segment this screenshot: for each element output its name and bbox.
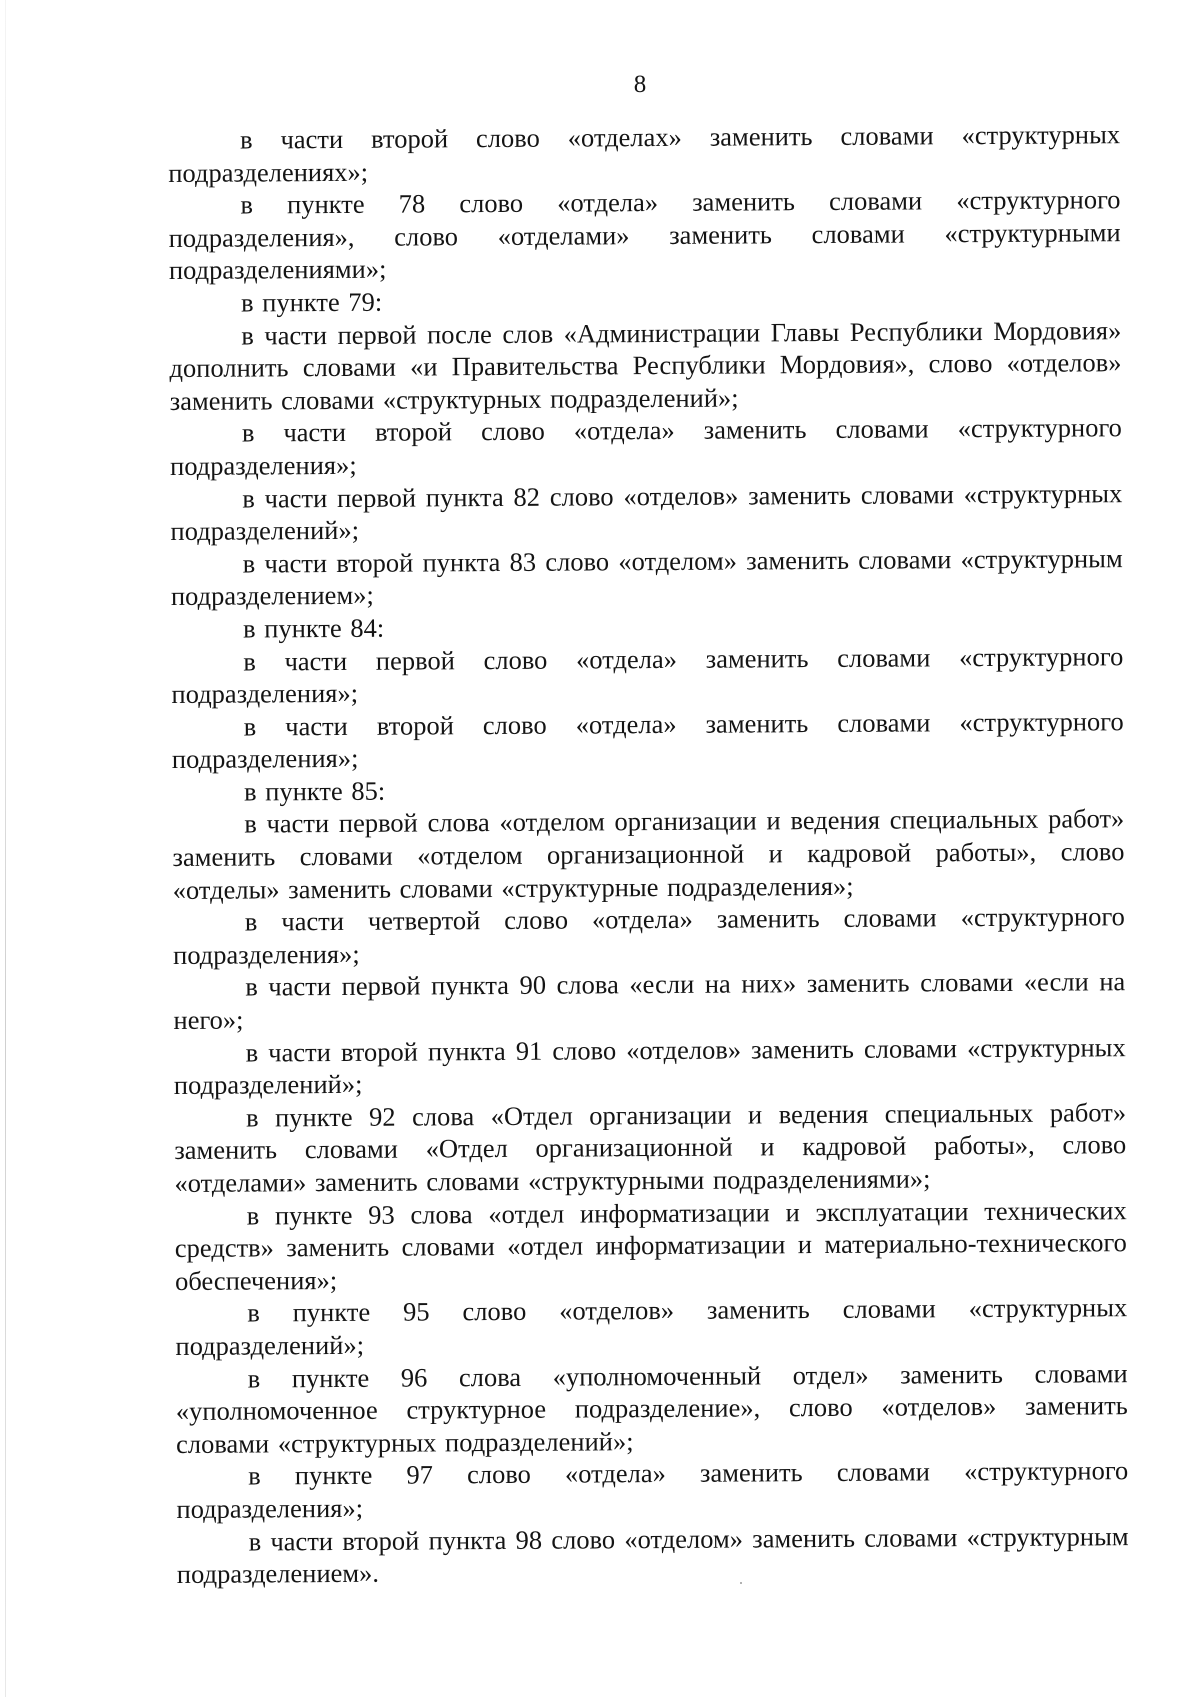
paragraph: в части первой слово «отдела» заменить словами «структурного подразделения»; (171, 640, 1124, 710)
paragraph: в пункте 79: (241, 286, 383, 318)
document-body (168, 118, 1129, 1591)
paragraph: в части первой пункта 90 слова «если на них» заменить словами «если на него»; (173, 966, 1126, 1036)
paragraph: в части первой слова «отделом организации и ведения специальных работ» заменить словами «отделом организационной и кадровой работы», слово «отделы» заменить словами «структурные подразделения»; (172, 803, 1125, 905)
paragraph: в пункте 92 слова «Отдел организации и ведения специальных работ» заменить словами «Отдел организационной и кадровой работы», слово «отделами» заменить словами «структурными подразделениями»; (174, 1096, 1127, 1198)
paragraph: в пункте 95 слово «отделов» заменить словами «структурных подразделений»; (175, 1292, 1128, 1361)
paragraph: в пункте 93 слова «отдел информатизации и эксплуатации технических средств» заменить словами «отдел информатизации и материально-технического обеспечения»; (174, 1194, 1127, 1296)
paragraph: в части первой после слов «Администрации Главы Республики Мордовия» дополнить словами «и Правительства Республики Мордовия», слово «отделов» заменить словами «структурных подразделений»; (169, 314, 1122, 416)
paragraph: в части второй пункта 98 слово «отделом» заменить словами «структурным подразделением». (176, 1520, 1129, 1590)
paragraph: в части второй пункта 83 слово «отделом» заменить словами «структурным подразделением»; (170, 542, 1123, 612)
paragraph: в части четвертой слово «отдела» заменить словами «структурного подразделения»; (172, 901, 1125, 970)
paragraph: в пункте 96 слова «уполномоченный отдел» заменить словами «уполномоченное структурное подразделение», слово «отделов» заменить словами «структурных подразделений»; (175, 1357, 1128, 1459)
paragraph: в части второй слово «отдела» заменить словами «структурного подразделения»; (169, 412, 1122, 481)
paragraph: в части второй слово «отделах» заменить словами «структурных подразделениях»; (168, 119, 1121, 188)
scan-edge-line (5, 0, 6, 1697)
page-number: 8 (633, 71, 647, 98)
paragraph: в части второй слово «отдела» заменить словами «структурного подразделения»; (171, 705, 1124, 775)
paragraph: в пункте 85: (243, 775, 386, 807)
paragraph: в пункте 84: (242, 612, 385, 644)
paragraph: в части первой пункта 82 слово «отделов» заменить словами «структурных подразделений»; (170, 477, 1123, 547)
paragraph: в части второй пункта 91 слово «отделов» заменить словами «структурных подразделений»; (173, 1031, 1126, 1101)
paragraph: в пункте 78 слово «отдела» заменить словами «структурного подразделения», слово «отделами» заменить словами «структурными подразделениями»; (168, 184, 1121, 286)
paragraph: в пункте 97 слово «отдела» заменить словами «структурного подразделения»; (176, 1455, 1129, 1524)
scan-speck (740, 1582, 742, 1584)
